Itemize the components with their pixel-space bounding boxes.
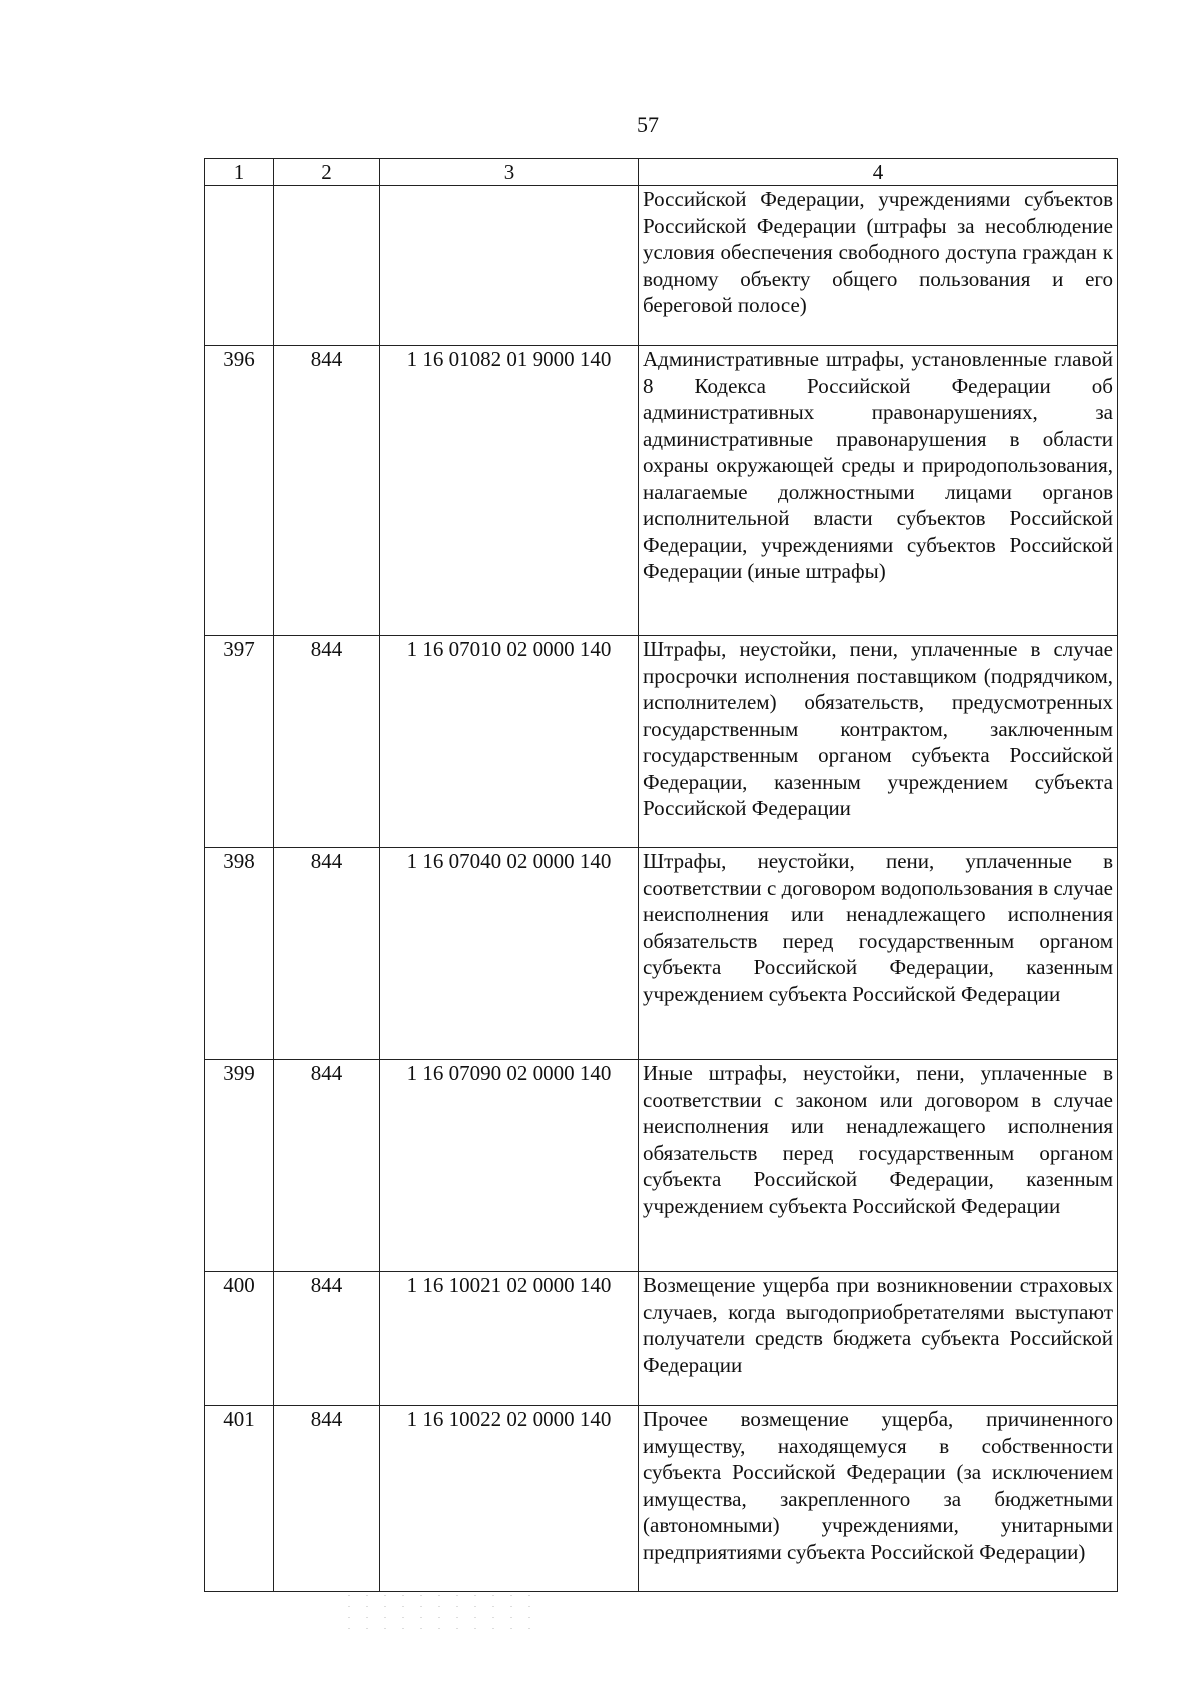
admin-code-cell: 844 <box>274 1406 380 1592</box>
admin-code-cell: 844 <box>274 1272 380 1406</box>
row-number-cell: 397 <box>205 636 274 848</box>
description-cell: Штрафы, неустойки, пени, уплаченные в случае просрочки исполнения поставщиком (подрядчиком, исполнителем) обязательств, предусмотренных государственным контрактом, заключенным государственным органом субъекта Российской Федерации, казенным учреждением субъекта Российской Федерации <box>639 636 1118 848</box>
column-header-4: 4 <box>639 159 1118 186</box>
row-number-cell: 396 <box>205 346 274 636</box>
revenue-codes-table <box>204 158 1118 1592</box>
table-row <box>205 186 1118 346</box>
description-cell: Административные штрафы, установленные главой 8 Кодекса Российской Федерации об административных правонарушениях, за административные правонарушения в области охраны окружающей среды и природопользования, налагаемые должностными лицами органов исполнительной власти субъектов Российской Федерации, учреждениями субъектов Российской Федерации (иные штрафы) <box>639 346 1118 636</box>
description-cell: Штрафы, неустойки, пени, уплаченные в соответствии с договором водопользования в случае неисполнения или ненадлежащего исполнения обязательств перед государственным органом субъекта Российской Федерации, казенным учреждением субъекта Российской Федерации <box>639 848 1118 1060</box>
scan-specks <box>340 1590 540 1630</box>
revenue-code-cell <box>380 186 639 346</box>
column-header-1: 1 <box>205 159 274 186</box>
row-number-cell <box>205 186 274 346</box>
row-number-cell: 399 <box>205 1060 274 1272</box>
revenue-code-cell: 1 16 10022 02 0000 140 <box>380 1406 639 1592</box>
table-row <box>205 1406 1118 1592</box>
row-number-cell: 398 <box>205 848 274 1060</box>
table-row <box>205 1060 1118 1272</box>
table-row <box>205 346 1118 636</box>
admin-code-cell: 844 <box>274 848 380 1060</box>
column-header-2: 2 <box>274 159 380 186</box>
row-number-cell: 400 <box>205 1272 274 1406</box>
admin-code-cell: 844 <box>274 1060 380 1272</box>
admin-code-cell: 844 <box>274 636 380 848</box>
revenue-code-cell: 1 16 07010 02 0000 140 <box>380 636 639 848</box>
admin-code-cell <box>274 186 380 346</box>
table-row <box>205 848 1118 1060</box>
table-row <box>205 636 1118 848</box>
row-number-cell: 401 <box>205 1406 274 1592</box>
admin-code-cell: 844 <box>274 346 380 636</box>
description-cell: Прочее возмещение ущерба, причиненного имуществу, находящемуся в собственности субъекта Российской Федерации (за исключением имущества, закрепленного за бюджетными (автономными) учреждениями, унитарными предприятиями субъекта Российской Федерации) <box>639 1406 1118 1592</box>
page-number: 57 <box>637 112 659 137</box>
description-cell: Иные штрафы, неустойки, пени, уплаченные в соответствии с законом или договором в случае неисполнения или ненадлежащего исполнения обязательств перед государственным органом субъекта Российской Федерации, казенным учреждением субъекта Российской Федерации <box>639 1060 1118 1272</box>
description-cell: Российской Федерации, учреждениями субъектов Российской Федерации (штрафы за несоблюдение условия обеспечения свободного доступа граждан к водному объекту общего пользования и его береговой полосе) <box>639 186 1118 346</box>
column-header-3: 3 <box>380 159 639 186</box>
revenue-code-cell: 1 16 10021 02 0000 140 <box>380 1272 639 1406</box>
table-header-row <box>205 159 1118 186</box>
revenue-code-cell: 1 16 01082 01 9000 140 <box>380 346 639 636</box>
description-cell: Возмещение ущерба при возникновении страховых случаев, когда выгодоприобретателями выступают получатели средств бюджета субъекта Российской Федерации <box>639 1272 1118 1406</box>
table-row <box>205 1272 1118 1406</box>
revenue-code-cell: 1 16 07040 02 0000 140 <box>380 848 639 1060</box>
revenue-code-cell: 1 16 07090 02 0000 140 <box>380 1060 639 1272</box>
